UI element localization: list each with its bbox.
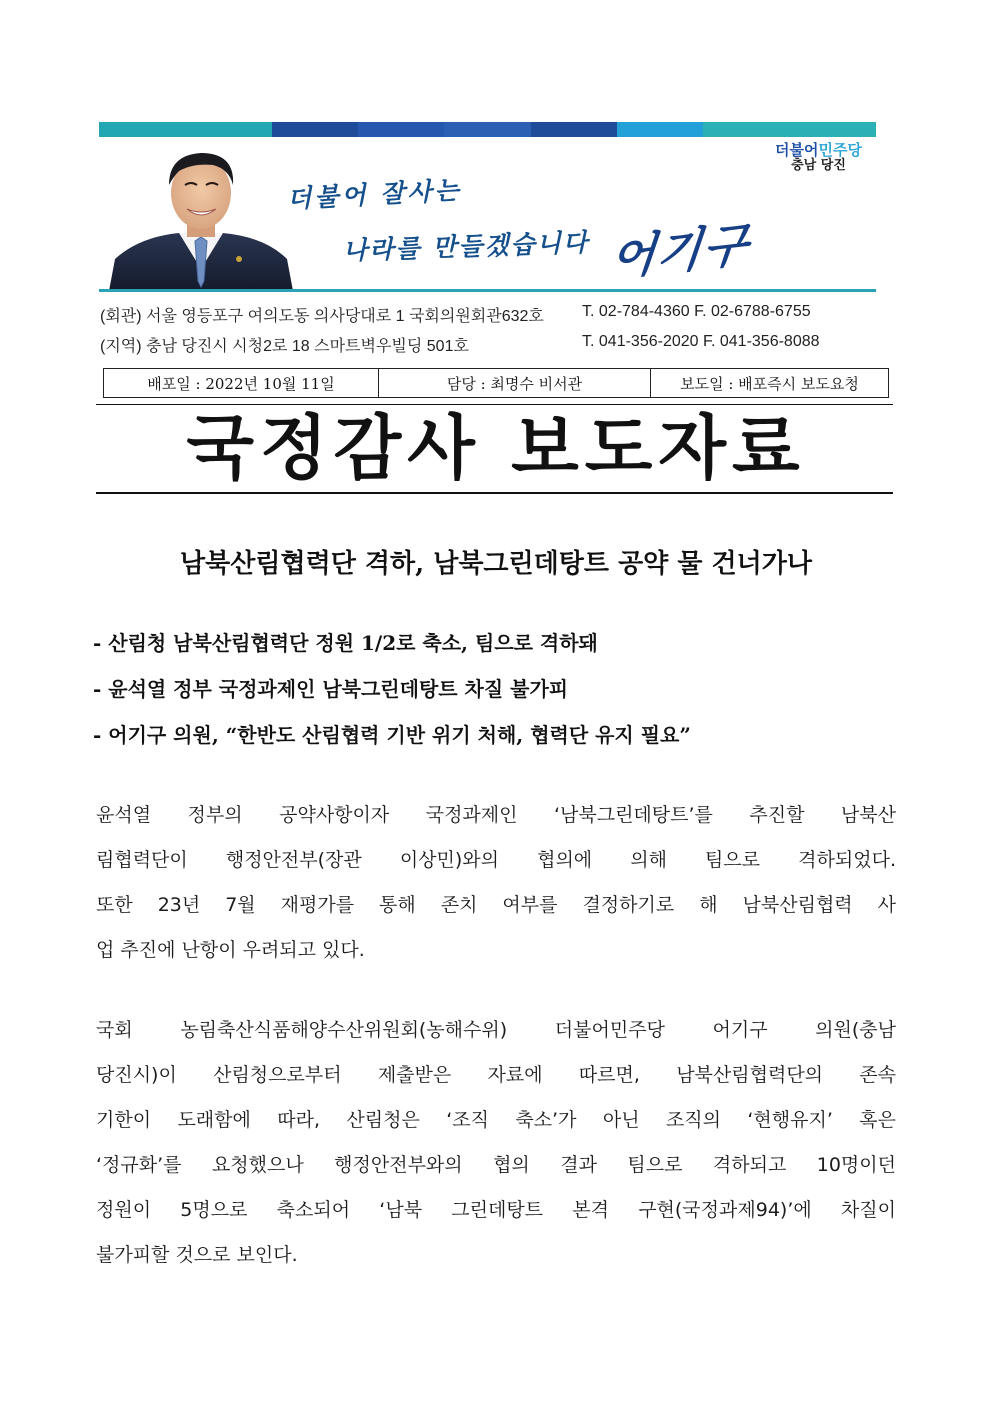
assembly-phone-fax: T. 02-784-4360 F. 02-6788-6755 <box>582 303 811 320</box>
slogan-line-1: 더불어 잘사는 <box>286 175 463 214</box>
paragraph-line: 림협력단이 행정안전부(장관 이상민)와의 협의에 의해 팀으로 격하되었다. <box>96 849 896 871</box>
headline: 남북산림협력단 격하, 남북그린데탕트 공약 물 건너가나 <box>180 549 812 579</box>
banner-underline <box>99 289 876 292</box>
politician-portrait-icon <box>109 141 293 290</box>
subhead: - 윤석열 정부 국정과제인 남북그린데탕트 차질 불가피 <box>93 677 569 701</box>
paragraph-line: 국회 농림축산식품해양수산위원회(농해수위) 더불어민주당 어기구 의원(충남 <box>96 1019 896 1041</box>
stripe-segment <box>531 122 617 137</box>
subhead: - 산림청 남북산림협력단 정원 1/2로 축소, 팀으로 격하돼 <box>93 631 598 655</box>
header-banner <box>99 137 876 290</box>
stripe-segment <box>617 122 703 137</box>
stripe-segment <box>444 122 530 137</box>
header-color-stripe <box>99 122 876 137</box>
paragraph-line: 당진시)이 산림청으로부터 제출받은 자료에 따르면, 남북산림협력단의 존속 <box>96 1064 896 1086</box>
stripe-segment <box>790 122 876 137</box>
paragraph-line: 또한 23년 7월 재평가를 통해 존치 여부를 결정하기로 해 남북산림협력 사 <box>96 894 896 916</box>
paragraph-line: 불가피할 것으로 보인다. <box>96 1244 298 1266</box>
body-paragraph-1 <box>96 793 896 973</box>
title-bottom-rule <box>96 492 893 494</box>
stripe-segment <box>185 122 271 137</box>
local-phone-fax: T. 041-356-2020 F. 041-356-8088 <box>582 333 820 350</box>
signature: 어기구 <box>608 216 753 286</box>
paragraph-line: 업 추진에 난항이 우려되고 있다. <box>96 939 365 961</box>
body-paragraph-2 <box>96 1008 896 1278</box>
stripe-segment <box>358 122 444 137</box>
paragraph-line: 윤석열 정부의 공약사항이자 국정과제인 ‘남북그린데탕트’를 추진할 남북산 <box>96 804 896 826</box>
paragraph-line: 정원이 5명으로 축소되어 ‘남북 그린데탕트 본격 구현(국정과제94)’에 차질이 <box>96 1199 896 1221</box>
assembly-address-text: (회관) 서울 영등포구 여의도동 의사당대로 1 국회의원회관632호 <box>100 308 544 325</box>
party-name: 더불어민주당 <box>775 141 862 159</box>
party-region: 충남 당진 <box>791 158 846 174</box>
local-office-address <box>100 333 820 356</box>
document-title: 국정감사 보도자료 <box>186 407 806 489</box>
stripe-segment <box>272 122 358 137</box>
party-logo <box>775 142 862 174</box>
release-info-table <box>103 368 889 398</box>
stripe-segment <box>99 122 185 137</box>
stripe-segment <box>703 122 789 137</box>
paragraph-line: 기한이 도래함에 따라, 산림청은 ‘조직 축소’가 아닌 조직의 ‘현행유지’ 혹은 <box>96 1109 896 1131</box>
contact-person: 담당 : 최명수 비서관 <box>379 369 651 397</box>
local-address-text: (지역) 충남 당진시 시청2로 18 스마트벽우빌딩 501호 <box>100 338 469 355</box>
slogan-line-2: 나라를 만들겠습니다 <box>342 227 590 266</box>
paragraph-line: ‘정규화’를 요청했으나 행정안전부와의 협의 결과 팀으로 격하되고 10명이던 <box>96 1154 896 1176</box>
embargo-info: 보도일 : 배포즉시 보도요청 <box>680 374 859 393</box>
release-date: 배포일 : 2022년 10월 11일 <box>104 369 379 397</box>
assembly-office-address <box>100 303 811 326</box>
subhead: - 어기구 의원, “한반도 산림협력 기반 위기 처해, 협력단 유지 필요” <box>93 723 691 747</box>
